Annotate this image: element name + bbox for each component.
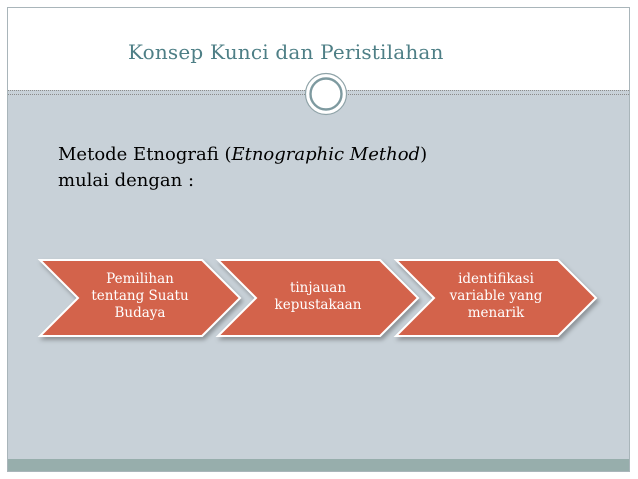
process-step-1-label (78, 271, 202, 322)
process-step-1-line-2: tentang Suatu (91, 288, 189, 304)
body-line-1-italic: Etnographic Method (231, 144, 421, 165)
footer-bar (8, 459, 629, 471)
process-step-2-line-2: kepustakaan (274, 297, 362, 313)
process-chevron-diagram (8, 8, 630, 472)
process-step-1-line-3: Budaya (114, 305, 166, 321)
process-step-3-line-2: variable yang (449, 288, 543, 304)
slide-title: Konsep Kunci dan Peristilahan (128, 40, 444, 64)
process-step-3-line-3: menarik (467, 305, 525, 321)
body-line-1-start: Metode Etnografi ( (58, 144, 232, 165)
process-step-3-label (434, 271, 558, 322)
process-step-2-line-1: tinjauan (289, 280, 347, 296)
slide (7, 7, 630, 472)
body-line-2: mulai dengan : (58, 170, 195, 191)
process-step-2-label (256, 280, 380, 314)
process-step-3-line-1: identifikasi (458, 271, 534, 287)
process-step-1-line-1: Pemilihan (106, 271, 174, 287)
body-line-1-end: ) (420, 144, 428, 165)
